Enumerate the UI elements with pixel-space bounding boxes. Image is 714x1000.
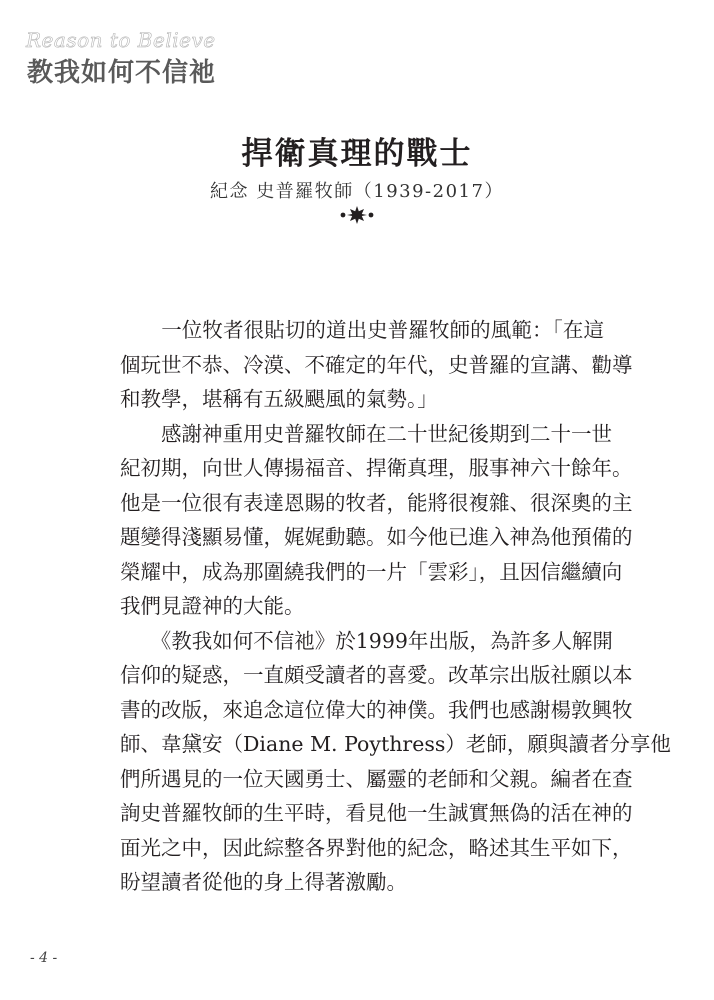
page-number: - 4 - [30,950,58,966]
body-line: 師、韋黛安（Diane M. Poythress）老師，願與讀者分享他 [120,732,671,756]
body-line: 和教學，堪稱有五級颶風的氣勢。」 [120,387,438,411]
body-line: 詢史普羅牧師的生平時，看見他一生誠實無偽的活在神的 [120,801,633,825]
article-subtitle: 紀念 史普羅牧師（1939-2017） [210,181,504,202]
body-line: 書的改版，來追念這位偉大的神僕。我們也感謝楊敦興牧 [120,697,633,722]
body-line: 榮耀中，成為那圍繞我們的一片「雲彩」，且因信繼續向 [120,559,623,584]
body-text [120,313,671,900]
body-line: 感謝神重用史普羅牧師在二十世紀後期到二十一世 [120,421,612,446]
article-title: 捍衛真理的戰士 [241,136,473,172]
body-line: 他是一位很有表達恩賜的牧者，能將很複雜、很深奧的主 [120,490,633,515]
book-title-header: 教我如何不信祂 [27,58,217,88]
body-line: 一位牧者很貼切的道出史普羅牧師的風範：「在這 [120,318,604,342]
body-line: 紀初期，向世人傳揚福音、捍衛真理，服事神六十餘年。 [120,456,633,480]
body-line: 《教我如何不信祂》於1999年出版，為許多人解開 [120,628,613,653]
series-script-title: Reason to Believe [26,28,216,52]
body-line: 個玩世不恭、冷漠、不確定的年代，史普羅的宣講、勸導 [120,352,633,377]
star-dots-ornament-icon [337,204,377,226]
body-line: 題變得淺顯易懂，娓娓動聽。如今他已進入神為他預備的 [120,525,633,549]
body-line: 盼望讀者從他的身上得著激勵。 [120,870,407,894]
body-line: 們所遇見的一位天國勇士、屬靈的老師和父親。編者在查 [120,766,633,791]
body-line: 我們見證神的大能。 [120,594,305,618]
body-line: 面光之中，因此綜整各界對他的紀念，略述其生平如下， [120,835,633,860]
body-line: 信仰的疑惑，一直頗受讀者的喜愛。改革宗出版社願以本 [120,663,633,687]
